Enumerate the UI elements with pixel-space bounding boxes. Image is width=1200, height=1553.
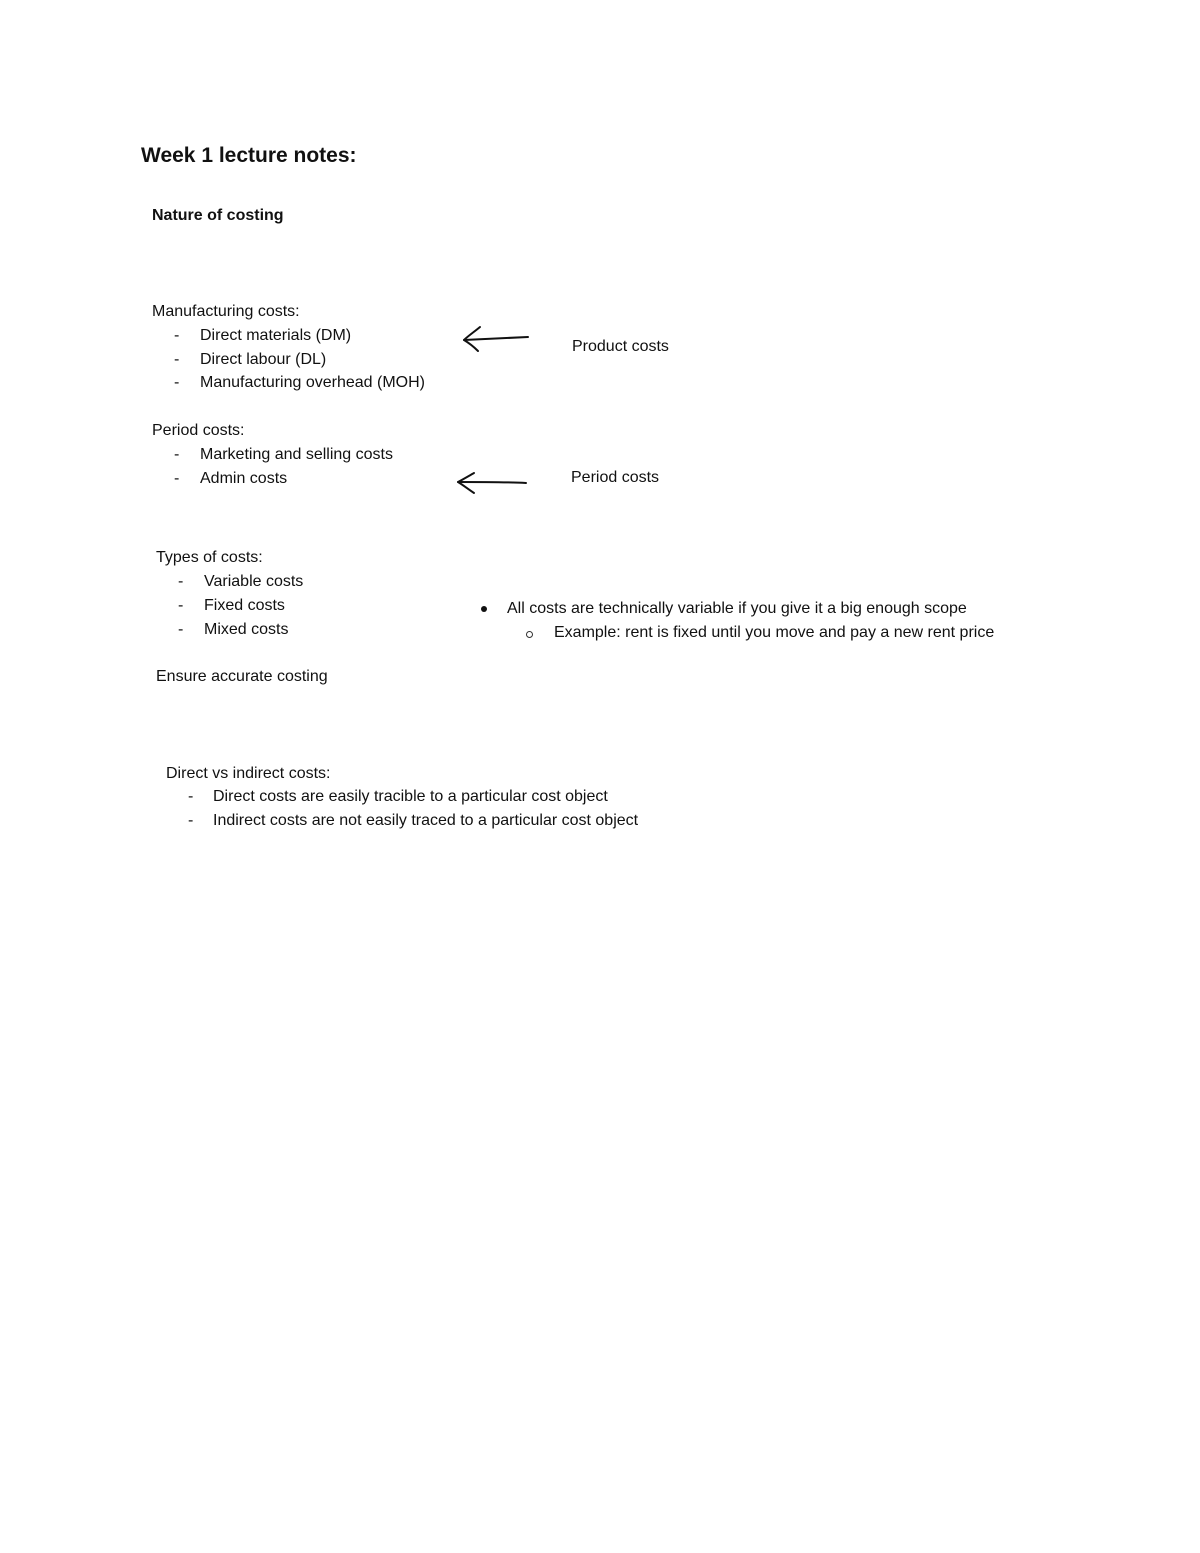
page-title: Week 1 lecture notes: [141,144,357,167]
list-item: Mixed costs [204,621,289,638]
list-item: Direct labour (DL) [200,351,327,368]
list-dash: - [178,597,184,614]
list-item: Direct costs are easily tracible to a particular cost object [213,788,608,805]
period-costs-label: Period costs [571,469,660,486]
types-subnote: Example: rent is fixed until you move and pay a new rent price [554,624,995,641]
list-dash: - [188,788,194,805]
list-item: Variable costs [204,573,304,590]
circle-bullet-icon [526,631,533,638]
types-heading: Types of costs: [156,549,263,566]
list-item: Admin costs [200,470,288,487]
list-dash: - [174,446,180,463]
list-item: Direct materials (DM) [200,327,352,344]
list-dash: - [174,351,180,368]
list-dash: - [174,470,180,487]
list-item: Marketing and selling costs [200,446,393,463]
direct-indirect-heading: Direct vs indirect costs: [166,765,331,782]
period-heading: Period costs: [152,422,245,439]
list-item: Manufacturing overhead (MOH) [200,374,425,391]
list-item: Fixed costs [204,597,285,614]
product-costs-label: Product costs [572,338,669,355]
list-dash: - [178,573,184,590]
left-arrow-icon [458,322,534,354]
bullet-icon [481,606,487,612]
list-dash: - [188,812,194,829]
ensure-costing-text: Ensure accurate costing [156,668,328,685]
types-note: All costs are technically variable if you give it a big enough scope [507,600,967,617]
list-item: Indirect costs are not easily traced to a particular cost object [213,812,639,829]
list-dash: - [174,374,180,391]
left-arrow-icon [452,468,532,498]
nature-heading: Nature of costing [152,207,284,224]
list-dash: - [174,327,180,344]
list-dash: - [178,621,184,638]
manufacturing-heading: Manufacturing costs: [152,303,300,320]
